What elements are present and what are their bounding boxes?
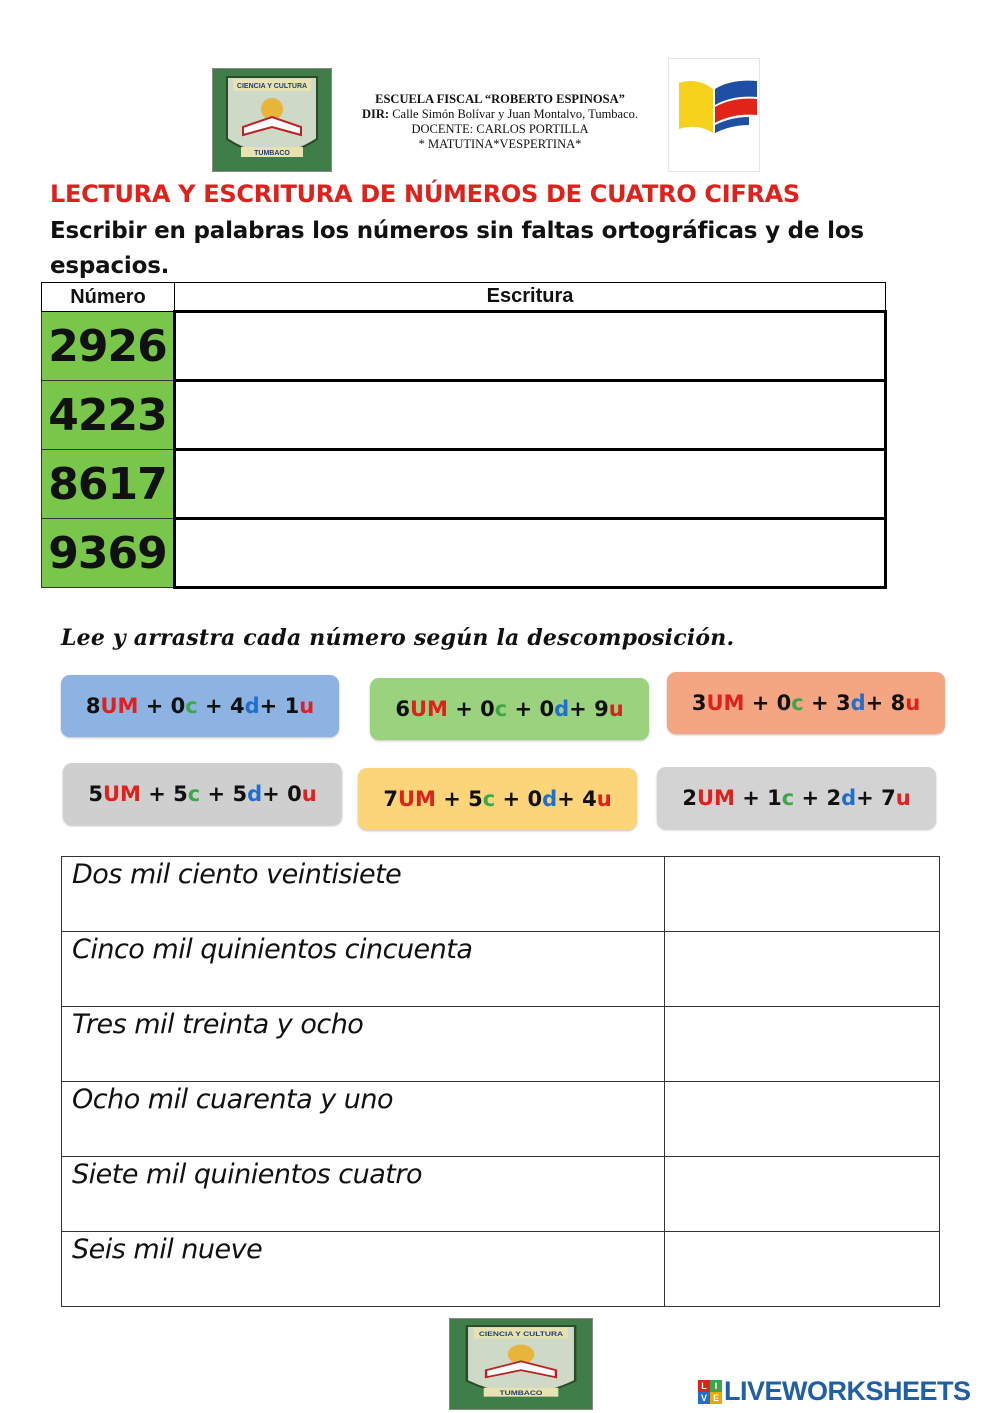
word-number-label: Dos mil ciento veintisiete xyxy=(62,857,665,932)
chip-space xyxy=(495,787,502,811)
drag-instruction: Lee y arrastra cada número según la descomposición. xyxy=(61,625,735,651)
school-shifts: * MATUTINA*VESPERTINA* xyxy=(418,137,582,151)
chip-unit-d: d xyxy=(850,691,866,715)
chip-plus: + xyxy=(801,786,820,810)
word-number-label: Seis mil nueve xyxy=(62,1232,665,1307)
logo-text-bottom: TUMBACO xyxy=(499,1389,543,1397)
chip-space xyxy=(141,782,148,806)
table-row xyxy=(62,1007,940,1082)
draggable-chip-8041[interactable] xyxy=(61,675,339,737)
chip-space xyxy=(804,691,811,715)
chip-unit-um: UM xyxy=(409,697,448,721)
chip-unit-d: d xyxy=(554,697,570,721)
drop-zone[interactable] xyxy=(664,857,939,932)
teacher-name: DOCENTE: CARLOS PORTILLA xyxy=(411,122,589,136)
chip-space xyxy=(198,694,205,718)
chip-unit-um: UM xyxy=(706,691,745,715)
drop-zone[interactable] xyxy=(664,932,939,1007)
chip-plus: + xyxy=(145,694,164,718)
chip-space xyxy=(883,691,890,715)
table-row xyxy=(42,312,886,381)
chip-space xyxy=(280,782,287,806)
chip-plus: + xyxy=(751,691,770,715)
page-title: LECTURA Y ESCRITURA DE NÚMEROS DE CUATRO CIFRAS xyxy=(50,180,800,208)
chip-plus: + xyxy=(148,782,166,806)
flag-book-icon xyxy=(669,59,759,171)
chip-digit-um: 2 xyxy=(682,786,697,810)
chip-space xyxy=(507,697,514,721)
chip-unit-um: UM xyxy=(397,787,436,811)
chip-digit-c: 0 xyxy=(480,697,495,721)
draggable-chip-3038[interactable] xyxy=(667,672,945,734)
chip-digit-c: 5 xyxy=(173,782,188,806)
table-row xyxy=(62,1157,940,1232)
chip-plus: + xyxy=(502,787,521,811)
chip-digit-um: 7 xyxy=(383,787,398,811)
chip-digit-u: 0 xyxy=(287,782,302,806)
chip-digit-d: 5 xyxy=(232,782,248,806)
drop-zone[interactable] xyxy=(664,1082,939,1157)
chip-digit-d: 0 xyxy=(539,697,555,721)
word-number-label: Cinco mil quinientos cincuenta xyxy=(62,932,665,1007)
table-header-row xyxy=(42,283,886,312)
chip-digit-d: 2 xyxy=(826,786,842,810)
writing-input-cell[interactable] xyxy=(175,519,886,588)
chip-unit-u: u xyxy=(301,782,317,806)
chip-unit-um: UM xyxy=(102,782,141,806)
table-row xyxy=(42,381,886,450)
chip-digit-um: 8 xyxy=(85,694,101,718)
chip-digit-u: 7 xyxy=(881,786,896,810)
chip-unit-u: u xyxy=(905,691,921,715)
icon-letter: E xyxy=(710,1392,722,1404)
liveworksheets-icon xyxy=(698,1380,722,1404)
chip-digit-d: 0 xyxy=(527,787,543,811)
chip-space xyxy=(587,697,594,721)
chip-plus: + xyxy=(259,694,278,718)
chip-space xyxy=(200,782,207,806)
icon-letter: V xyxy=(698,1392,710,1404)
logo-text-top: CIENCIA Y CULTURA xyxy=(236,83,308,90)
chip-space xyxy=(760,786,767,810)
chip-space xyxy=(473,697,480,721)
chip-space xyxy=(448,697,455,721)
chip-digit-u: 4 xyxy=(582,787,597,811)
chip-unit-u: u xyxy=(299,694,315,718)
chip-space xyxy=(436,787,443,811)
address-text: Calle Simón Bolívar y Juan Montalvo, Tumbaco. xyxy=(392,107,639,121)
chip-unit-d: d xyxy=(841,786,857,810)
chip-plus: + xyxy=(865,691,884,715)
chip-plus: + xyxy=(811,691,829,715)
chip-unit-d: d xyxy=(247,782,263,806)
chip-digit-c: 0 xyxy=(776,691,792,715)
chip-unit-c: c xyxy=(187,782,201,806)
chip-space xyxy=(769,691,776,715)
chip-space xyxy=(735,786,742,810)
chip-unit-d: d xyxy=(542,787,558,811)
school-crest-icon xyxy=(213,69,331,171)
chip-unit-c: c xyxy=(185,694,198,718)
icon-letter: I xyxy=(710,1380,722,1392)
word-number-label: Ocho mil cuarenta y uno xyxy=(62,1082,665,1157)
chip-space xyxy=(277,694,284,718)
writing-input-cell[interactable] xyxy=(175,450,886,519)
school-logo-footer xyxy=(449,1318,593,1410)
chip-unit-um: UM xyxy=(100,694,139,718)
chip-space xyxy=(532,697,539,721)
word-number-label: Tres mil treinta y ocho xyxy=(62,1007,665,1082)
school-address xyxy=(340,107,660,122)
logo-text-bottom: TUMBACO xyxy=(254,150,290,157)
table-row xyxy=(62,857,940,932)
chip-digit-um: 3 xyxy=(691,691,707,715)
chip-plus: + xyxy=(569,697,587,721)
matching-table xyxy=(61,856,940,1307)
logo-text-top: CIENCIA Y CULTURA xyxy=(478,1329,564,1338)
chip-plus: + xyxy=(455,697,473,721)
writing-input-cell[interactable] xyxy=(175,381,886,450)
draggable-chip-5550[interactable] xyxy=(63,763,342,825)
chip-space xyxy=(874,786,881,810)
word-number-label: Siete mil quinientos cuatro xyxy=(62,1157,665,1232)
brand-text: LIVEWORKSHEETS xyxy=(724,1376,971,1406)
chip-space xyxy=(829,691,836,715)
chip-digit-c: 1 xyxy=(767,786,782,810)
table-row xyxy=(62,1232,940,1307)
chip-space xyxy=(794,786,801,810)
table-row xyxy=(62,1082,940,1157)
instruction-text: Escribir en palabras los números sin faltas ortográficas y de los espacios. xyxy=(50,218,864,279)
draggable-chip-7504[interactable] xyxy=(358,768,637,830)
chip-plus: + xyxy=(557,787,575,811)
chip-digit-um: 6 xyxy=(395,697,410,721)
chip-unit-c: c xyxy=(791,691,804,715)
chip-plus: + xyxy=(514,697,533,721)
chip-space xyxy=(223,694,230,718)
chip-digit-um: 5 xyxy=(88,782,103,806)
chip-plus: + xyxy=(856,786,874,810)
chip-plus: + xyxy=(262,782,280,806)
chip-digit-c: 5 xyxy=(468,787,483,811)
chip-unit-um: UM xyxy=(696,786,735,810)
chip-space xyxy=(461,787,468,811)
number-cell: 8617 xyxy=(42,450,175,519)
icon-letter: L xyxy=(698,1380,710,1392)
chip-space xyxy=(163,694,170,718)
drop-zone[interactable] xyxy=(664,1157,939,1232)
chip-space xyxy=(225,782,232,806)
chip-digit-u: 8 xyxy=(890,691,906,715)
chip-space xyxy=(819,786,826,810)
number-cell: 9369 xyxy=(42,519,175,588)
draggable-chip-6009[interactable] xyxy=(370,678,649,740)
table-row xyxy=(42,450,886,519)
chip-digit-c: 0 xyxy=(170,694,186,718)
chip-unit-u: u xyxy=(608,697,624,721)
chip-space xyxy=(575,787,582,811)
school-logo xyxy=(212,68,332,172)
chip-plus: + xyxy=(205,694,223,718)
number-cell: 4223 xyxy=(42,381,175,450)
number-writing-table xyxy=(41,282,887,589)
school-crest-icon xyxy=(450,1319,592,1409)
chip-unit-u: u xyxy=(895,786,911,810)
chip-plus: + xyxy=(207,782,226,806)
chip-plus: + xyxy=(443,787,461,811)
chip-digit-u: 9 xyxy=(594,697,609,721)
table-row xyxy=(62,932,940,1007)
chip-digit-u: 1 xyxy=(284,694,300,718)
school-name: ESCUELA FISCAL “ROBERTO ESPINOSA” xyxy=(375,92,625,106)
address-label: DIR: xyxy=(361,107,390,121)
chip-space xyxy=(166,782,173,806)
chip-space xyxy=(138,694,145,718)
number-cell: 2926 xyxy=(42,312,175,381)
chip-unit-d: d xyxy=(244,694,260,718)
chip-unit-c: c xyxy=(494,697,508,721)
header-escritura: Escritura xyxy=(175,283,886,312)
chip-unit-c: c xyxy=(781,786,795,810)
chip-unit-c: c xyxy=(482,787,496,811)
header-numero: Número xyxy=(42,283,175,312)
writing-input-cell[interactable] xyxy=(175,312,886,381)
drop-zone[interactable] xyxy=(664,1232,939,1307)
chip-space xyxy=(744,691,751,715)
chip-plus: + xyxy=(742,786,760,810)
school-info xyxy=(340,92,660,152)
drop-zone[interactable] xyxy=(664,1007,939,1082)
liveworksheets-brand[interactable] xyxy=(698,1376,971,1407)
chip-digit-d: 3 xyxy=(835,691,851,715)
table-row xyxy=(42,519,886,588)
chip-digit-d: 4 xyxy=(229,694,245,718)
draggable-chip-2127[interactable] xyxy=(657,767,936,829)
chip-space xyxy=(520,787,527,811)
chip-unit-u: u xyxy=(596,787,612,811)
ministry-flag-logo xyxy=(668,58,760,172)
